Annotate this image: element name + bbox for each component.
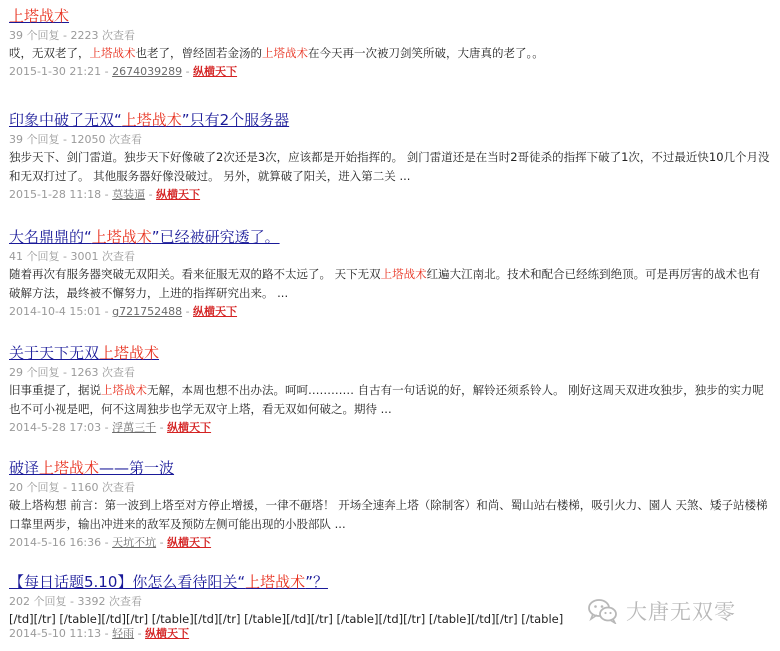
meta-separator: -	[101, 305, 113, 318]
result-meta	[9, 188, 771, 202]
title-keyword: 上塔战术	[39, 459, 100, 477]
result-snippet	[9, 265, 771, 303]
forum-link[interactable]: 纵横天下	[193, 305, 238, 318]
snippet-keyword: 上塔战术	[101, 383, 147, 397]
result-title-link[interactable]	[9, 111, 289, 129]
result-meta	[9, 421, 771, 435]
result-title-link[interactable]	[9, 573, 328, 591]
snippet-text: 红遍大江南北。技术和配合已经练到绝顶。可是再厉害的战术也有破解方法，最终被不懈努力，上进的指挥研究出来。 ...	[9, 267, 761, 300]
meta-separator: -	[101, 536, 113, 549]
reply-view-stats: 29 个回复 - 1263 次查看	[9, 366, 135, 379]
title-prefix: 大名鼎鼎的“	[9, 228, 92, 246]
author-link[interactable]: g721752488	[112, 305, 183, 318]
result-snippet	[9, 44, 771, 63]
reply-view-stats: 39 个回复 - 12050 次查看	[9, 133, 142, 146]
meta-separator: -	[182, 305, 194, 318]
meta-separator: -	[101, 421, 113, 434]
post-date: 2014-5-10 11:13	[9, 627, 102, 640]
watermark-text: 大唐无双零	[626, 600, 736, 624]
result-item	[9, 458, 771, 550]
result-item	[9, 227, 771, 319]
post-date: 2014-5-28 17:03	[9, 421, 102, 434]
result-title-link[interactable]	[9, 459, 174, 477]
snippet-text: [/td][/tr] [/table][/td][/tr] [/table][/td][/tr] [/table][/td][/tr] [/table][/td][/tr] [/table][/td][/tr] [/table]	[9, 612, 564, 626]
meta-separator: -	[156, 421, 168, 434]
meta-separator: -	[101, 627, 113, 640]
result-title-link[interactable]	[9, 7, 69, 25]
snippet-text: 随着再次有服务器突破无双阳关。看来征服无双的路不太远了。 天下无双	[9, 267, 381, 281]
title-keyword: 上塔战术	[99, 344, 160, 362]
author-link[interactable]: 2674039289	[112, 65, 183, 78]
snippet-text: 独步天下、剑门雷道。独步天下好像破了2次还是3次，应该都是开始指挥的。 剑门雷道还是在当时2哥徒杀的指挥下破了1次，不过最近快10几个月没和无双打过了。 其他服务器好像没破过。 另外，就算破了阳关，进入第二关 ...	[9, 150, 770, 183]
meta-separator: -	[101, 65, 113, 78]
title-suffix: ”已经被研究透了。	[151, 228, 280, 246]
title-keyword: 上塔战术	[9, 7, 70, 25]
snippet-text: 旧事重提了，据说	[9, 383, 101, 397]
meta-separator: -	[156, 536, 168, 549]
title-keyword: 上塔战术	[91, 228, 152, 246]
snippet-text: 哎，无双老了，	[9, 46, 90, 60]
author-link[interactable]: 莫装逼	[112, 188, 146, 201]
result-title-link[interactable]	[9, 344, 159, 362]
meta-separator: -	[101, 188, 113, 201]
result-snippet	[9, 148, 771, 186]
result-meta	[9, 536, 771, 550]
post-date: 2014-10-4 15:01	[9, 305, 102, 318]
title-keyword: 上塔战术	[121, 111, 182, 129]
forum-link[interactable]: 纵横天下	[156, 188, 201, 201]
author-link[interactable]: 浮萬三千	[112, 421, 157, 434]
result-title-link[interactable]	[9, 228, 280, 246]
result-snippet	[9, 381, 771, 419]
result-item	[9, 110, 771, 202]
snippet-keyword: 上塔战术	[380, 267, 427, 281]
forum-link[interactable]: 纵横天下	[193, 65, 238, 78]
result-meta	[9, 305, 771, 319]
snippet-text: 在今天再一次被刀剑笑所破，大唐真的老了。。	[308, 46, 544, 60]
title-suffix: ——第一波	[99, 459, 175, 477]
title-suffix: ”？	[305, 573, 328, 591]
snippet-text: 破上塔构想 前言：第一波到上塔至对方停止增援，一律不砸塔！ 开场全速奔上塔（除制客）和尚、蜀山站右楼梯，吸引火力、園人 天煞、矮子站楼梯口靠里两步，输出冲进来的敌军及预防左侧可能出现的小股部队 ...	[9, 498, 768, 531]
title-prefix: 印象中破了无双“	[9, 111, 122, 129]
reply-view-stats: 39 个回复 - 2223 次查看	[9, 29, 135, 42]
forum-link[interactable]: 纵横天下	[167, 421, 212, 434]
snippet-text: 也老了，曾经固若金汤的	[135, 46, 262, 60]
reply-view-stats: 41 个回复 - 3001 次查看	[9, 250, 135, 263]
result-meta	[9, 65, 771, 79]
title-prefix: 【每日话题5.10】你怎么看待阳关“	[9, 573, 246, 591]
author-link[interactable]: 轻雨	[112, 627, 135, 640]
title-keyword: 上塔战术	[245, 573, 306, 591]
result-meta	[9, 627, 771, 641]
reply-view-stats: 202 个回复 - 3392 次查看	[9, 595, 142, 608]
result-item	[9, 343, 771, 435]
snippet-keyword: 上塔战术	[89, 46, 136, 60]
result-item	[9, 6, 771, 79]
forum-link[interactable]: 纵横天下	[167, 536, 212, 549]
result-item	[9, 572, 771, 641]
result-snippet	[9, 496, 771, 534]
meta-separator: -	[182, 65, 194, 78]
post-date: 2015-1-28 11:18	[9, 188, 102, 201]
post-date: 2014-5-16 16:36	[9, 536, 102, 549]
forum-link[interactable]: 纵横天下	[145, 627, 190, 640]
title-suffix: ”只有2个服务器	[181, 111, 290, 129]
meta-separator: -	[134, 627, 146, 640]
reply-view-stats: 20 个回复 - 1160 次查看	[9, 481, 135, 494]
meta-separator: -	[145, 188, 157, 201]
title-prefix: 破译	[9, 459, 40, 477]
snippet-text: 无解，本周也想不出办法。呵呵………… 自古有一句话说的好，解铃还须系铃人。 刚好这周天双进攻独步，独步的实力呢也不可小视是吧，何不这周独步也学无双守上塔，看无双如何破之。期待 ...	[9, 383, 764, 416]
post-date: 2015-1-30 21:21	[9, 65, 102, 78]
author-link[interactable]: 天坑不坑	[112, 536, 157, 549]
title-prefix: 关于天下无双	[9, 344, 100, 362]
snippet-keyword: 上塔战术	[262, 46, 308, 60]
